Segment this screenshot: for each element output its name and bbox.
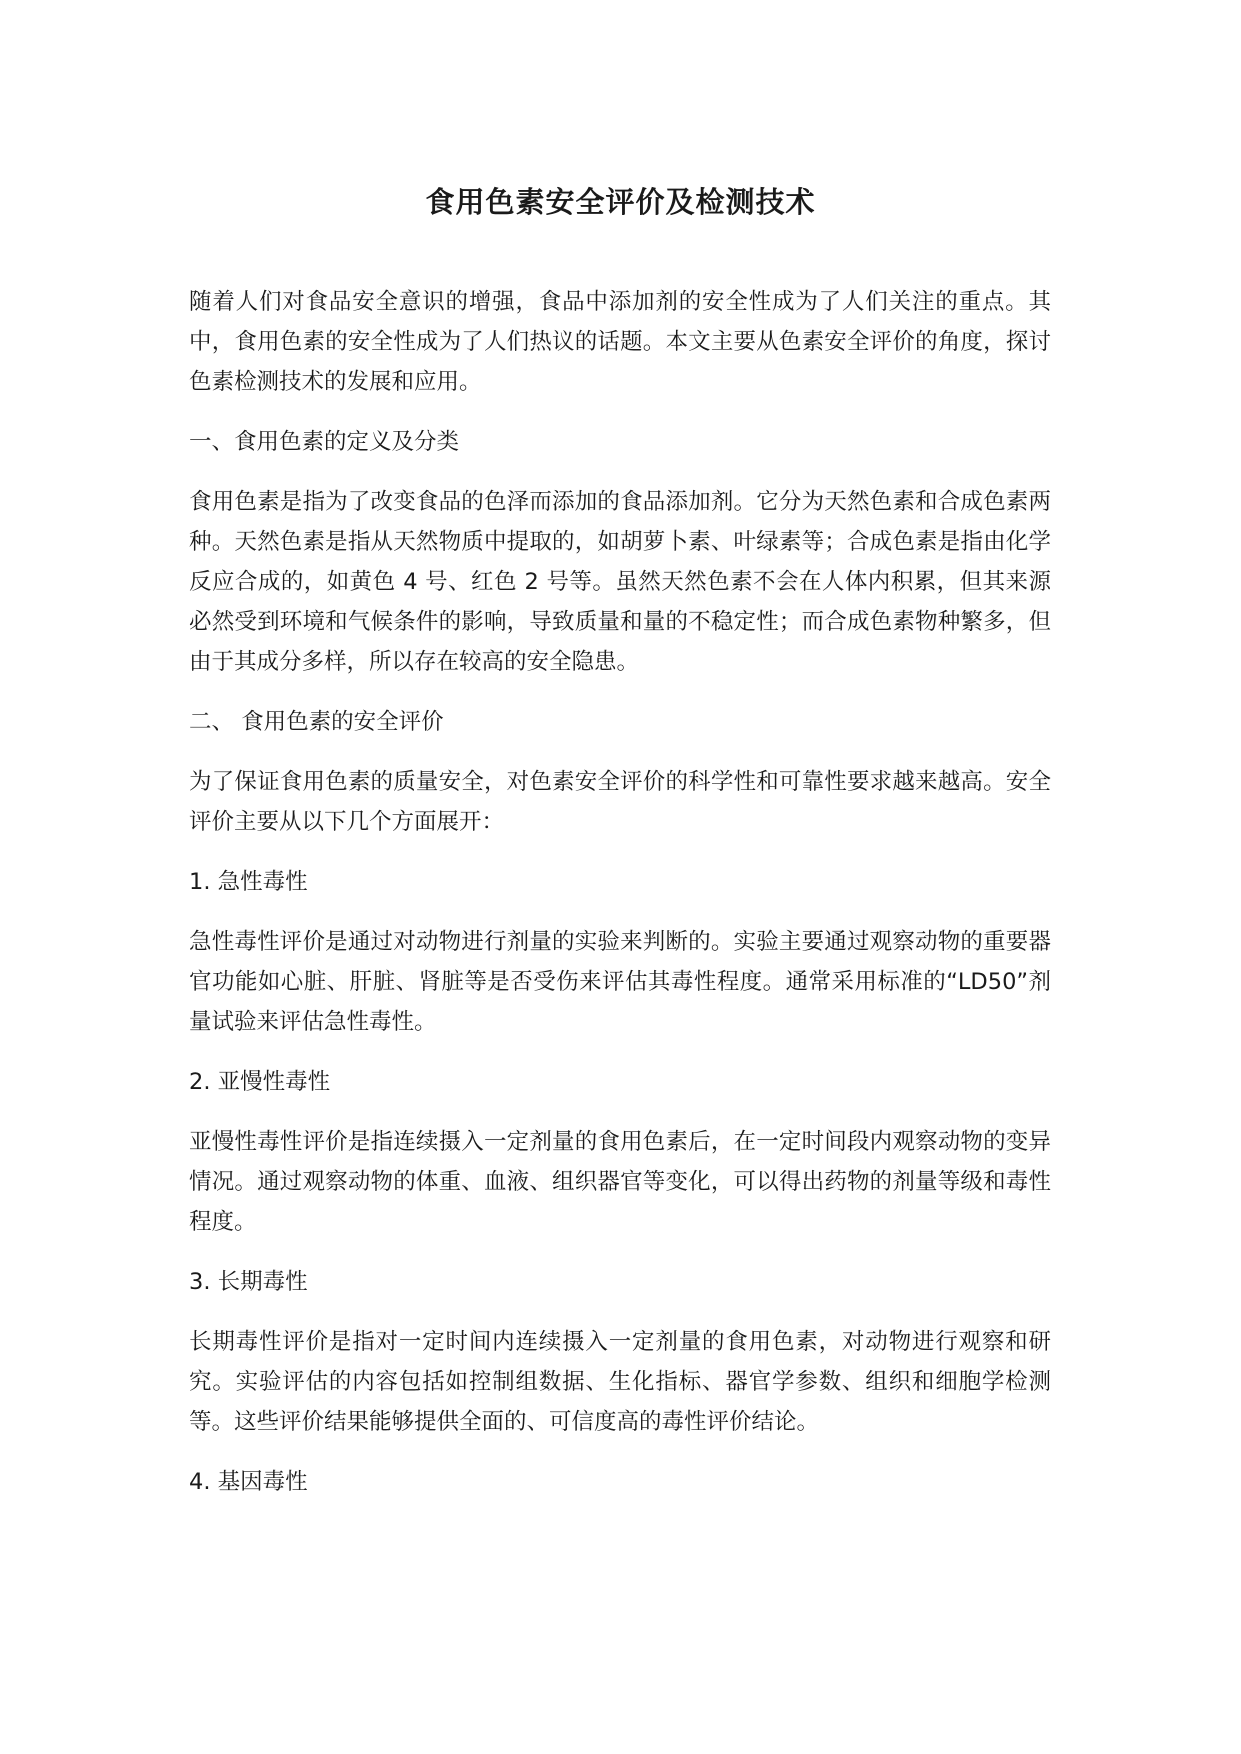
- paragraph: 为了保证食用色素的质量安全，对色素安全评价的科学性和可靠性要求越来越高。安全评价主要从以下几个方面展开：: [189, 769, 1051, 835]
- section-heading: 二、 食用色素的安全评价: [189, 709, 444, 735]
- paragraph: 亚慢性毒性评价是指连续摄入一定剂量的食用色素后，在一定时间段内观察动物的变异情况。通过观察动物的体重、血液、组织器官等变化，可以得出药物的剂量等级和毒性程度。: [189, 1129, 1051, 1235]
- subsection-heading: 4. 基因毒性: [189, 1469, 308, 1495]
- section-heading: 一、食用色素的定义及分类: [189, 429, 460, 455]
- paragraph: 食用色素是指为了改变食品的色泽而添加的食品添加剂。它分为天然色素和合成色素两种。天然色素是指从天然物质中提取的，如胡萝卜素、叶绿素等；合成色素是指由化学反应合成的，如黄色 4 号、红色 2 号等。虽然天然色素不会在人体内积累，但其来源必然受到环境和气候条件的影响，导致质量和量的不稳定性；而合成色素物种繁多，但由于其成分多样，所以存在较高的安全隐患。: [189, 489, 1051, 675]
- subsection-heading: 2. 亚慢性毒性: [189, 1069, 331, 1095]
- subsection-heading: 1. 急性毒性: [189, 869, 308, 895]
- document-title: 食用色素安全评价及检测技术: [425, 185, 816, 219]
- paragraph: 长期毒性评价是指对一定时间内连续摄入一定剂量的食用色素，对动物进行观察和研究。实验评估的内容包括如控制组数据、生化指标、器官学参数、组织和细胞学检测等。这些评价结果能够提供全面的、可信度高的毒性评价结论。: [189, 1329, 1051, 1435]
- subsection-heading: 3. 长期毒性: [189, 1269, 308, 1295]
- paragraph: 急性毒性评价是通过对动物进行剂量的实验来判断的。实验主要通过观察动物的重要器官功能如心脏、肝脏、肾脏等是否受伤来评估其毒性程度。通常采用标准的“LD50”剂量试验来评估急性毒性。: [189, 929, 1051, 1035]
- document-body: [189, 282, 1051, 1522]
- paragraph: 随着人们对食品安全意识的增强，食品中添加剂的安全性成为了人们关注的重点。其中，食用色素的安全性成为了人们热议的话题。本文主要从色素安全评价的角度，探讨色素检测技术的发展和应用。: [189, 289, 1051, 395]
